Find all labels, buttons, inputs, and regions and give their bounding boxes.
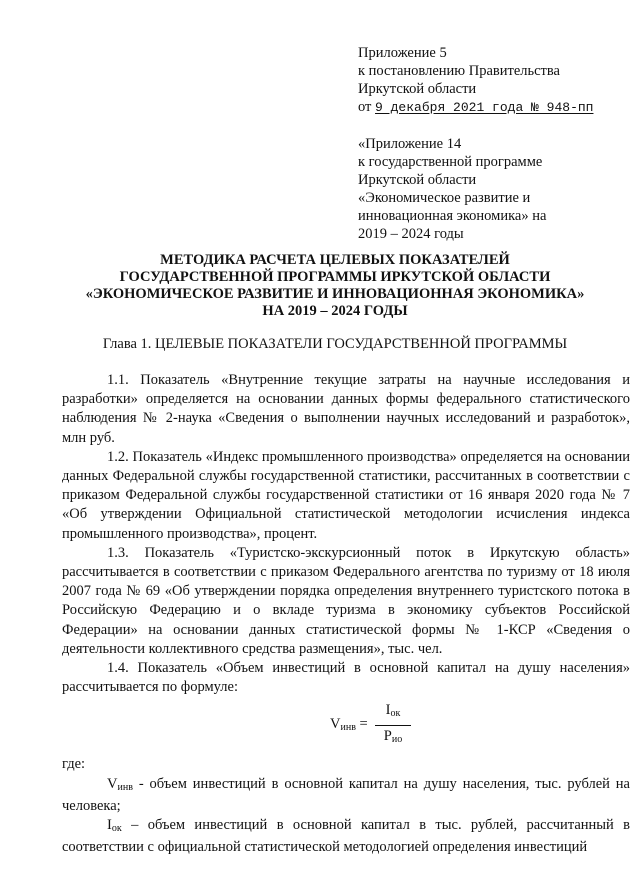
appendix-14-line: инновационная экономика» на (358, 208, 547, 224)
appendix-5-block (358, 44, 628, 243)
appendix-14-line: к государственной программе (358, 154, 543, 170)
paragraph-1-4: 1.4. Показатель «Объем инвестиций в основной капитал на душу населения» рассчитывается по формуле: (62, 660, 630, 696)
formula-numerator: $I_{ок}$ (375, 701, 411, 725)
title-line: ГОСУДАРСТВЕННОЙ ПРОГРАММЫ ИРКУТСКОЙ ОБЛАСТИ (119, 269, 551, 285)
title-line: НА 2019 – 2024 ГОДЫ (262, 303, 408, 319)
paragraph-1-2: 1.2. Показатель «Индекс промышленного производства» определяется на основании данных Федеральной службы государственной статистики, рассчитанных в соответствии с приказом Федеральной службы государственной статистики от 16 января 2020 года № 7 «Об утверждении Официальной статистической методологии исчисления индекса промышленного производства», процент. (62, 448, 630, 542)
formula-lhs: $V_{инв}$ = (330, 716, 368, 734)
document-title (40, 252, 630, 320)
paragraph-1-3: 1.3. Показатель «Туристско-экскурсионный поток в Иркутскую область» рассчитывается в соответствии с приказом Федерального агентства по туризму от 18 июля 2007 года № 69 «Об утверждении порядка определения внутреннего туристского потока в Российскую Федерацию и о вкладе туризма в экономику субъектов Российской Федерации» на основании данных статистической формы № 1-КСР «Сведения о деятельности коллективного средства размещения», тыс. чел. (62, 544, 630, 657)
appendix-5-line-3: Иркутской области (358, 81, 477, 97)
appendix-14-line: «Экономическое развитие и (358, 190, 531, 206)
appendix-14-line: Иркутской области (358, 172, 477, 188)
paragraph-1-1: 1.1. Показатель «Внутренние текущие затраты на научные исследования и разработки» определяется на основании данных формы федерального статистического наблюдения № 2-наука «Сведения о выполнении научных исследований и разработок», млн руб. (62, 372, 630, 446)
formula-denominator: $P_{ио}$ (383, 727, 403, 745)
appendix-14-line: 2019 – 2024 годы (358, 226, 464, 242)
where-label: где: (62, 756, 86, 773)
definition-v-inv: $V_{инв}$ - объем инвестиций в основной капитал на душу населения, тыс. рублей на человека; (62, 775, 630, 814)
appendix-14-block (358, 135, 628, 243)
appendix-14-line: «Приложение 14 (358, 136, 462, 152)
title-line: МЕТОДИКА РАСЧЕТА ЦЕЛЕВЫХ ПОКАЗАТЕЛЕЙ (160, 252, 510, 268)
resolution-date-number: 9 декабря 2021 года № 948-пп (375, 100, 594, 115)
appendix-5-ot: от (358, 99, 372, 115)
investment-formula (62, 697, 630, 751)
document-body (62, 371, 630, 857)
appendix-5-line-2: к постановлению Правительства (358, 63, 560, 79)
title-line: «ЭКОНОМИЧЕСКОЕ РАЗВИТИЕ И ИННОВАЦИОННАЯ ЭКОНОМИКА» (85, 286, 585, 302)
appendix-5-title: Приложение 5 (358, 45, 447, 61)
chapter-heading: Глава 1. ЦЕЛЕВЫЕ ПОКАЗАТЕЛИ ГОСУДАРСТВЕННОЙ ПРОГРАММЫ (102, 336, 568, 352)
appendix-5-date-line (358, 98, 628, 117)
definition-i-ok: $I_{ок}$ – объем инвестиций в основной капитал в тыс. рублей, рассчитанный в соответствии с официальной статистической методологией определения инвестиций (62, 817, 630, 856)
formula-fraction (375, 701, 411, 748)
